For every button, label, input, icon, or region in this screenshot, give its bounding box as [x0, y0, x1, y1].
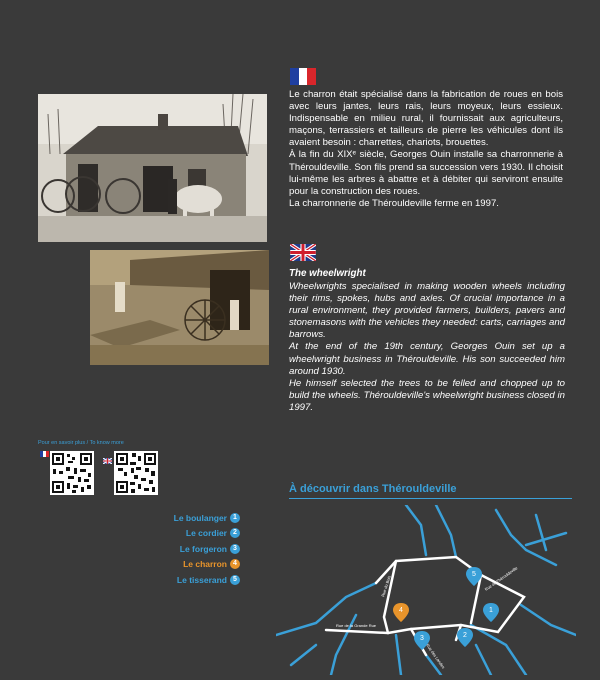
svg-text:5: 5	[472, 571, 476, 578]
legend-number: 3	[230, 544, 240, 554]
uk-flag-icon	[290, 244, 316, 261]
map-pin-1	[483, 603, 499, 622]
svg-text:Rue des Landes: Rue des Landes	[425, 642, 446, 670]
france-flag-icon	[40, 451, 49, 457]
workshop-exterior-photo	[38, 94, 267, 242]
legend-number: 2	[230, 528, 240, 538]
legend-item-boulanger[interactable]	[150, 510, 240, 526]
svg-text:3: 3	[420, 635, 424, 642]
legend-number: 4	[230, 559, 240, 569]
legend-label: Le tisserand	[176, 574, 227, 585]
legend-item-charron[interactable]	[150, 557, 240, 573]
legend-item-tisserand[interactable]	[150, 572, 240, 588]
uk-flag-icon	[103, 451, 112, 457]
qr-caption: Pour en savoir plus / To know more	[38, 440, 124, 446]
village-map[interactable]	[276, 505, 576, 675]
english-paragraph: He himself selected the trees to be felled and chopped up to build the wheels. Thérouldeville's wheelwright business closed in 1997.	[289, 377, 565, 413]
legend-label: Le forgeron	[179, 543, 227, 554]
divider	[289, 498, 572, 499]
french-paragraph: À la fin du XIXᵉ siècle, Georges Ouin installe sa charronnerie à Thérouldeville. Son fils prend sa succession vers 1930. Il choisit lui-même les arbres à abattre et à débiter qui serviront ensuite pour la construction des roues.	[289, 149, 563, 197]
qr-code-french[interactable]	[50, 451, 94, 495]
legend-label: Le charron	[183, 559, 227, 570]
svg-text:Rue de la Grande Rue: Rue de la Grande Rue	[336, 623, 377, 628]
svg-text:Rue du Bois: Rue du Bois	[380, 575, 392, 598]
svg-text:2: 2	[463, 632, 467, 639]
map-pin-2	[457, 628, 473, 647]
english-paragraph: Wheelwrights specialised in making wooden wheels including their rims, spokes, hubs and axles. Of crucial importance in a rural environment, they provided farmers, builders, pavers and stonemasons with the vehicles they needed: carts, carriages and barrows.	[289, 281, 565, 341]
map-legend	[150, 510, 240, 588]
svg-text:4: 4	[399, 607, 403, 614]
legend-item-forgeron[interactable]	[150, 541, 240, 557]
svg-text:1: 1	[489, 607, 493, 614]
svg-text:Rue de Thérouldeville: Rue de Thérouldeville	[483, 565, 519, 592]
french-paragraph: Le charron était spécialisé dans la fabrication de roues en bois avec leurs jantes, leurs rais, leurs moyeux, leurs essieux. Indispensable en milieu rural, il fournissait aux agriculteurs, maçons, terrassiers et tailleurs de pierre les véhicules dont ils avaient besoin : charrettes, chariots, brouettes.	[289, 89, 563, 149]
french-paragraph: La charronnerie de Thérouldeville ferme en 1997.	[289, 197, 499, 209]
legend-label: Le cordier	[185, 528, 227, 539]
qr-code-english[interactable]	[114, 451, 158, 495]
legend-number: 5	[230, 575, 240, 585]
english-description	[289, 281, 565, 414]
english-paragraph: At the end of the 19th century, Georges Ouin set up a wheelwright business in Thérouldeville. His son succeeded him around 1930.	[289, 341, 565, 377]
legend-item-cordier[interactable]	[150, 526, 240, 542]
france-flag-icon	[290, 68, 316, 85]
map-pin-4	[393, 603, 409, 622]
legend-label: Le boulanger	[173, 512, 227, 523]
english-title: The wheelwright	[289, 268, 366, 279]
discover-title: À découvrir dans Thérouldeville	[289, 483, 457, 495]
legend-number: 1	[230, 513, 240, 523]
workshop-interior-photo	[90, 250, 269, 365]
french-description	[289, 89, 563, 210]
